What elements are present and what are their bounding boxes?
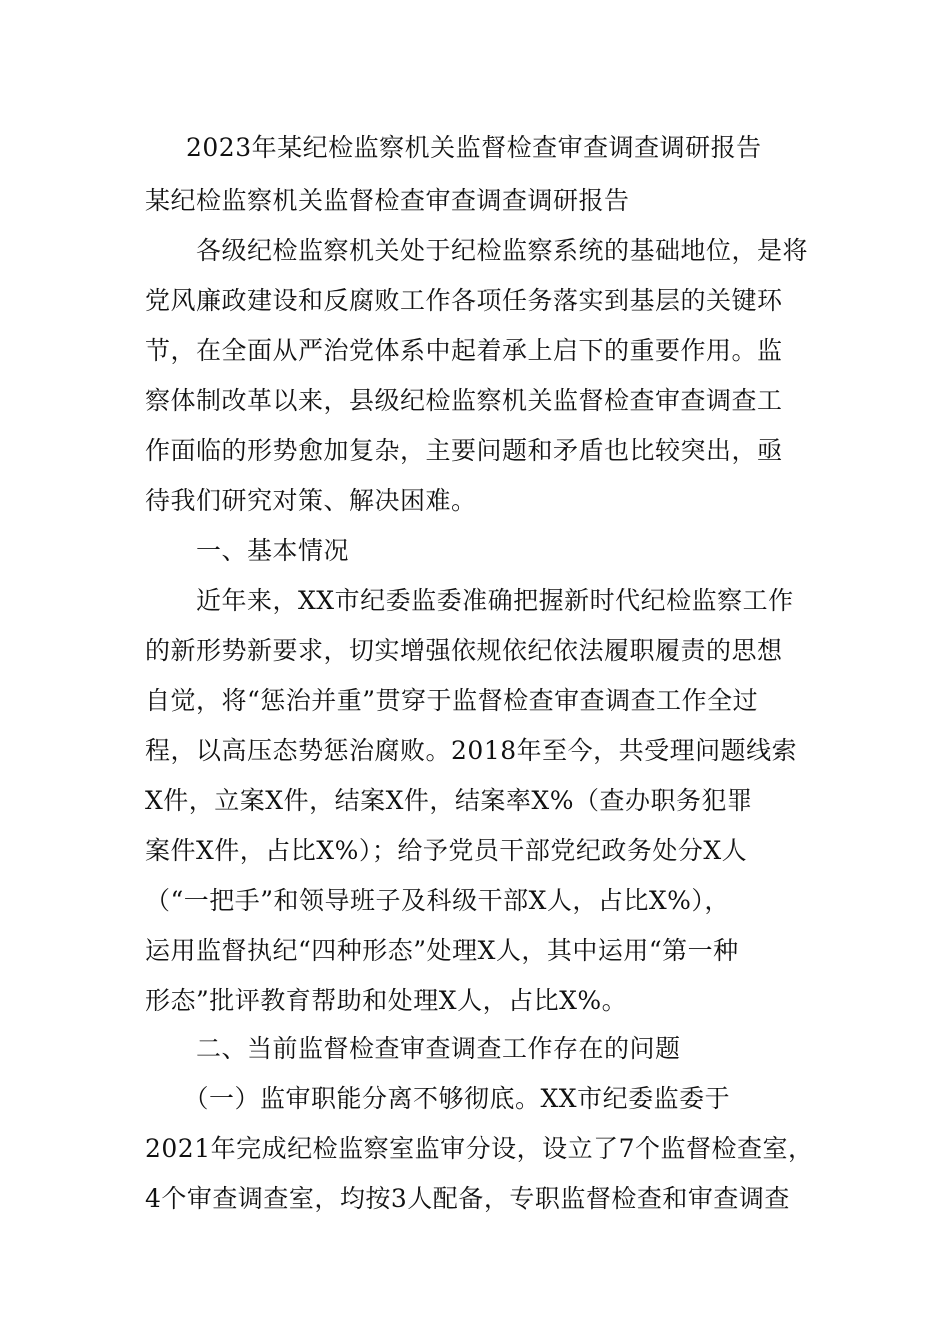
text-line: 自觉，将“惩治并重”贯穿于监督检查审查调查工作全过 (145, 686, 759, 715)
document-subtitle: 某纪检监察机关监督检查审查调查调研报告 (145, 186, 630, 215)
section2-heading: 二、当前监督检查审查调查工作存在的问题 (145, 1034, 681, 1063)
section2-paragraph (145, 1084, 814, 1234)
text-line: 的新形势新要求，切实增强依规依纪依法履职履责的思想 (145, 636, 783, 665)
text-line: 节，在全面从严治党体系中起着承上启下的重要作用。监 (145, 336, 783, 365)
text-line: 2021年完成纪检监察室监审分设，设立了7个监督检查室， (145, 1134, 814, 1163)
text-line: X件，立案X件，结案X件，结案率X%（查办职务犯罪 (145, 786, 753, 815)
section1-heading: 一、基本情况 (145, 536, 350, 565)
text-line: 察体制改革以来，县级纪检监察机关监督检查审查调查工 (145, 386, 783, 415)
text-line: （一）监审职能分离不够彻底。XX市纪委监委于 (145, 1084, 731, 1113)
text-line: 4个审查调查室，均按3人配备，专职监督检查和审查调查 (145, 1184, 790, 1213)
text-line: 各级纪检监察机关处于纪检监察系统的基础地位，是将 (145, 236, 809, 265)
text-line: 党风廉政建设和反腐败工作各项任务落实到基层的关键环 (145, 286, 783, 315)
text-line: （“一把手”和领导班子及科级干部X人，占比X%）， (145, 886, 730, 915)
text-line: 近年来，XX市纪委监委准确把握新时代纪检监察工作 (145, 586, 794, 615)
text-line: 案件X件，占比X%）；给予党员干部党纪政务处分X人 (145, 836, 748, 865)
text-line: 形态”批评教育帮助和处理X人，占比X%。 (145, 986, 628, 1015)
text-line: 程，以高压态势惩治腐败。2018年至今，共受理问题线索 (145, 736, 798, 765)
text-line: 待我们研究对策、解决困难。 (145, 486, 477, 515)
document-title: 2023年某纪检监察机关监督检查审查调查调研报告 (186, 133, 762, 162)
text-line: 运用监督执纪“四种形态”处理X人，其中运用“第一种 (145, 936, 739, 965)
intro-paragraph (145, 236, 811, 536)
text-line: 作面临的形势愈加复杂，主要问题和矛盾也比较突出，亟 (145, 436, 783, 465)
section1-paragraph (145, 586, 811, 1036)
